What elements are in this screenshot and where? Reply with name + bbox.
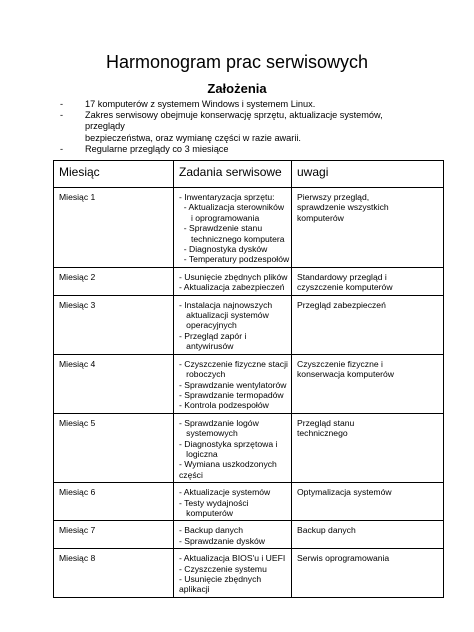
note-line: sprawdzenie wszystkich: [297, 202, 389, 213]
table-row: [54, 549, 444, 598]
task-line: antywirusów: [179, 341, 234, 352]
schedule-table: [53, 160, 444, 598]
note-line: Standardowy przegląd i: [297, 271, 387, 282]
cell-tasks: [174, 549, 292, 598]
task-line: - Diagnostyka dysków: [179, 244, 268, 255]
assumption-item: [60, 144, 420, 155]
table-row: [54, 354, 444, 413]
assumption-text: bezpieczeństwa, oraz wymianę części w razie awarii.: [85, 132, 301, 143]
note-line: czyszczenie komputerów: [297, 282, 393, 293]
task-line: - Testy wydajności: [179, 497, 249, 508]
cell-month: Miesiąc 6: [54, 483, 174, 521]
assumptions-list: [60, 99, 420, 155]
task-line: roboczych: [179, 369, 226, 380]
cell-tasks: [174, 295, 292, 354]
cell-notes: [292, 549, 444, 598]
bullet-dash: -: [60, 99, 64, 109]
assumption-item: [60, 110, 420, 144]
task-line: - Aktualizacja zabezpieczeń: [179, 282, 285, 293]
task-line: aktualizacji systemów: [179, 310, 269, 321]
task-line: - Przegląd zapór i: [179, 330, 247, 341]
task-line: - Czyszczenie systemu: [179, 563, 267, 574]
cell-notes: [292, 413, 444, 482]
table-row: [54, 521, 444, 549]
note-line: konserwacja komputerów: [297, 369, 394, 380]
bullet-dash: -: [60, 110, 64, 121]
task-line: - Sprawdzanie logów: [179, 417, 259, 428]
cell-month: Miesiąc 2: [54, 267, 174, 295]
task-line: części: [179, 469, 203, 480]
cell-tasks: [174, 521, 292, 549]
task-line: - Instalacja najnowszych: [179, 299, 273, 310]
task-line: - Aktualizacja BIOS'u i UEFI: [179, 553, 286, 564]
note-line: Backup danych: [297, 525, 356, 536]
cell-month: Miesiąc 4: [54, 354, 174, 413]
task-line: komputerów: [179, 507, 233, 518]
task-line: operacyjnych: [179, 320, 237, 331]
bullet-dash: -: [60, 143, 64, 154]
task-line: - Diagnostyka sprzętowa i: [179, 438, 278, 449]
cell-notes: [292, 295, 444, 354]
note-line: Przegląd stanu: [297, 417, 355, 428]
task-line: - Wymiana uszkodzonych: [179, 459, 277, 470]
cell-month: Miesiąc 7: [54, 521, 174, 549]
task-line: technicznego komputera: [179, 233, 285, 244]
assumption-item: [60, 99, 420, 110]
table-row: [54, 267, 444, 295]
task-line: - Sprawdzanie wentylatorów: [179, 379, 287, 390]
task-line: - Temperatury podzespołów: [179, 254, 290, 265]
task-line: - Usunięcie zbędnych: [179, 574, 262, 584]
table-row: [54, 413, 444, 482]
task-line: - Aktualizacja sterowników: [179, 202, 285, 213]
table-row: [54, 188, 444, 268]
table-body: [54, 188, 444, 598]
note-line: Pierwszy przegląd,: [297, 192, 370, 202]
cell-notes: [292, 354, 444, 413]
cell-month: Miesiąc 1: [54, 188, 174, 268]
header-notes: uwagi: [292, 161, 444, 188]
table-header-row: [54, 161, 444, 188]
task-line: - Sprawdzanie dysków: [179, 535, 265, 546]
cell-tasks: [174, 188, 292, 268]
note-line: Serwis oprogramowania: [297, 553, 390, 564]
note-line: technicznego: [297, 428, 348, 439]
task-line: - Inwentaryzacja sprzętu:: [179, 192, 275, 202]
assumption-text: Regularne przeglądy co 3 miesiące: [85, 143, 229, 154]
task-line: - Kontrola podzespołów: [179, 400, 269, 411]
header-tasks: Zadania serwisowe: [174, 161, 292, 188]
cell-tasks: [174, 354, 292, 413]
cell-month: Miesiąc 5: [54, 413, 174, 482]
cell-month: Miesiąc 3: [54, 295, 174, 354]
table-row: [54, 483, 444, 521]
cell-month: Miesiąc 8: [54, 549, 174, 598]
task-line: - Czyszczenie fizyczne stacji: [179, 358, 288, 369]
assumption-text: 17 komputerów z systemem Windows i systemem Linux.: [85, 99, 316, 109]
cell-notes: [292, 483, 444, 521]
task-line: aplikacji: [179, 584, 210, 595]
task-line: i oprogramowania: [179, 212, 260, 223]
header-month: Miesiąc: [54, 161, 174, 188]
task-line: logiczna: [179, 448, 218, 459]
note-line: Czyszczenie fizyczne i: [297, 358, 383, 369]
cell-notes: [292, 521, 444, 549]
note-line: Przegląd zabezpieczeń: [297, 299, 386, 310]
note-line: komputerów: [297, 212, 344, 223]
note-line: Optymalizacja systemów: [297, 487, 392, 498]
task-line: systemowych: [179, 428, 238, 439]
document-title: Harmonogram prac serwisowych: [105, 52, 369, 72]
cell-tasks: [174, 267, 292, 295]
cell-tasks: [174, 483, 292, 521]
task-line: - Usunięcie zbędnych plików: [179, 271, 288, 282]
task-line: - Aktualizacje systemów: [179, 487, 271, 498]
assumptions-heading: Założenia: [207, 81, 267, 96]
task-line: - Sprawdzenie stanu: [179, 223, 263, 234]
task-line: - Sprawdzanie termopadów: [179, 389, 284, 400]
table-row: [54, 295, 444, 354]
cell-tasks: [174, 413, 292, 482]
assumption-text: Zakres serwisowy obejmuje konserwację sprzętu, aktualizacje systemów, przeglądy: [85, 110, 383, 132]
cell-notes: [292, 267, 444, 295]
cell-notes: [292, 188, 444, 268]
task-line: - Backup danych: [179, 525, 244, 536]
